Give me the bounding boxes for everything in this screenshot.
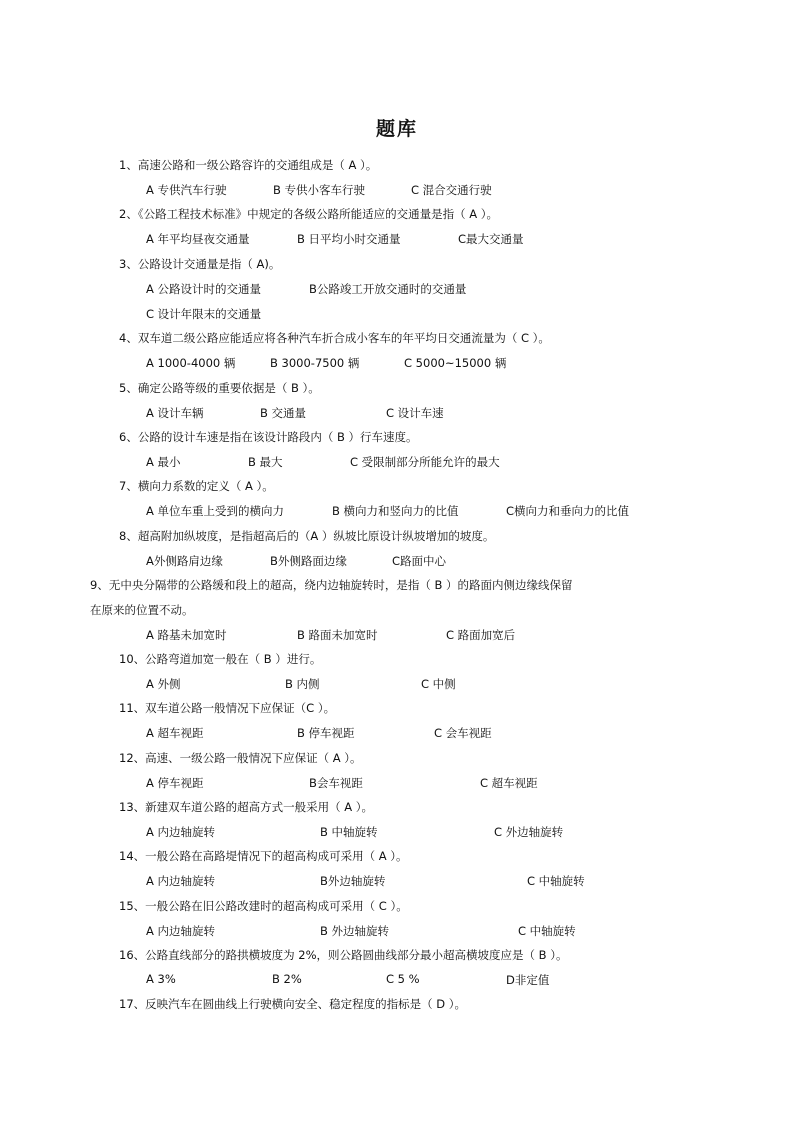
answer-option: A 专供汽车行驶 xyxy=(146,183,227,197)
answer-option: C 5 % xyxy=(386,972,420,986)
answer-option: A 最小 xyxy=(146,455,181,469)
answer-option: B 内侧 xyxy=(285,677,320,691)
page-title: 题库 xyxy=(375,118,418,140)
answer-option: C路面中心 xyxy=(392,554,447,568)
answer-option: B外边轴旋转 xyxy=(320,874,386,888)
question-text-continued: 在原来的位置不动。 xyxy=(90,603,194,617)
answer-option: D非定值 xyxy=(506,973,550,987)
answer-option: B 专供小客车行驶 xyxy=(273,183,366,197)
answer-option: B 中轴旋转 xyxy=(320,825,378,839)
answer-option: A 公路设计时的交通量 xyxy=(146,282,262,296)
question-text: 3、公路设计交通量是指（ A)。 xyxy=(119,257,281,271)
answer-option: B 停车视距 xyxy=(297,726,355,740)
question-text: 17、反映汽车在圆曲线上行驶横向安全、稳定程度的指标是（ D ）。 xyxy=(119,997,467,1011)
answer-option: C 中侧 xyxy=(421,677,456,691)
answer-option: B 外边轴旋转 xyxy=(320,924,390,938)
question-text: 4、双车道二级公路应能适应将各种汽车折合成小客车的年平均日交通流量为（ C ）。 xyxy=(119,331,550,345)
answer-option: A 单位车重上受到的横向力 xyxy=(146,504,285,518)
answer-option: C最大交通量 xyxy=(458,232,524,246)
answer-option: A 3% xyxy=(146,972,176,986)
question-text: 11、双车道公路一般情况下应保证（C ）。 xyxy=(119,701,336,715)
answer-option: C 受限制部分所能允许的最大 xyxy=(350,455,500,469)
answer-option: A 1000-4000 辆 xyxy=(146,356,236,370)
question-text: 16、公路直线部分的路拱横坡度为 2%，则公路圆曲线部分最小超高横坡度应是（ B ）。 xyxy=(119,948,568,962)
answer-option: A 内边轴旋转 xyxy=(146,924,216,938)
answer-option: B外侧路面边缘 xyxy=(270,554,347,568)
question-text: 13、新建双车道公路的超高方式一般采用（ A ）。 xyxy=(119,800,374,814)
question-text: 15、一般公路在旧公路改建时的超高构成可采用（ C ）。 xyxy=(119,899,408,913)
answer-option: C 路面加宽后 xyxy=(446,628,516,642)
question-text: 8、超高附加纵坡度，是指超高后的（A ）纵坡比原设计纵坡增加的坡度。 xyxy=(119,529,495,543)
answer-option: B 最大 xyxy=(248,455,283,469)
answer-option: B会车视距 xyxy=(309,776,363,790)
question-text: 7、横向力系数的定义（ A ）。 xyxy=(119,479,274,493)
answer-option: A 年平均昼夜交通量 xyxy=(146,232,250,246)
question-text: 10、公路弯道加宽一般在（ B ）进行。 xyxy=(119,652,322,666)
answer-option: A 路基未加宽时 xyxy=(146,628,227,642)
answer-option: C 中轴旋转 xyxy=(518,924,576,938)
answer-option: C 设计年限末的交通量 xyxy=(146,306,262,321)
answer-option: B 路面未加宽时 xyxy=(297,628,378,642)
question-text: 14、一般公路在高路堤情况下的超高构成可采用（ A ）。 xyxy=(119,849,408,863)
question-text: 6、公路的设计车速是指在该设计路段内（ B ）行车速度。 xyxy=(119,430,418,444)
answer-option: C横向力和垂向力的比值 xyxy=(506,504,630,518)
question-text: 12、高速、一级公路一般情况下应保证（ A ）。 xyxy=(119,751,362,765)
answer-option: C 超车视距 xyxy=(480,776,538,790)
answer-option: A 超车视距 xyxy=(146,726,204,740)
answer-option: B 3000-7500 辆 xyxy=(270,356,360,370)
answer-option: A外侧路肩边缘 xyxy=(146,554,223,568)
answer-option: C 设计车速 xyxy=(386,406,444,420)
answer-option: C 混合交通行驶 xyxy=(411,183,492,197)
answer-option: A 外侧 xyxy=(146,677,181,691)
question-text: 5、确定公路等级的重要依据是（ B ）。 xyxy=(119,381,320,395)
answer-option: A 设计车辆 xyxy=(146,406,204,420)
answer-option: B 日平均小时交通量 xyxy=(297,232,401,246)
answer-option: C 中轴旋转 xyxy=(527,874,585,888)
question-text: 1、高速公路和一级公路容许的交通组成是（ A ）。 xyxy=(119,158,378,172)
answer-option: B 交通量 xyxy=(260,406,307,420)
answer-option: A 停车视距 xyxy=(146,776,204,790)
answer-option: C 外边轴旋转 xyxy=(494,825,564,839)
answer-option: B 横向力和竖向力的比值 xyxy=(332,504,459,518)
question-text: 9、无中央分隔带的公路缓和段上的超高，绕内边轴旋转时，是指（ B ）的路面内侧边缘线保留 xyxy=(90,578,573,592)
answer-option: C 会车视距 xyxy=(434,726,492,740)
answer-option: B 2% xyxy=(272,972,302,986)
answer-option: A 内边轴旋转 xyxy=(146,825,216,839)
question-text: 2、《公路工程技术标准》中规定的各级公路所能适应的交通量是指（ A ）。 xyxy=(119,207,498,221)
answer-option: B公路竣工开放交通时的交通量 xyxy=(309,282,467,296)
answer-option: C 5000~15000 辆 xyxy=(404,356,507,370)
answer-option: A 内边轴旋转 xyxy=(146,874,216,888)
